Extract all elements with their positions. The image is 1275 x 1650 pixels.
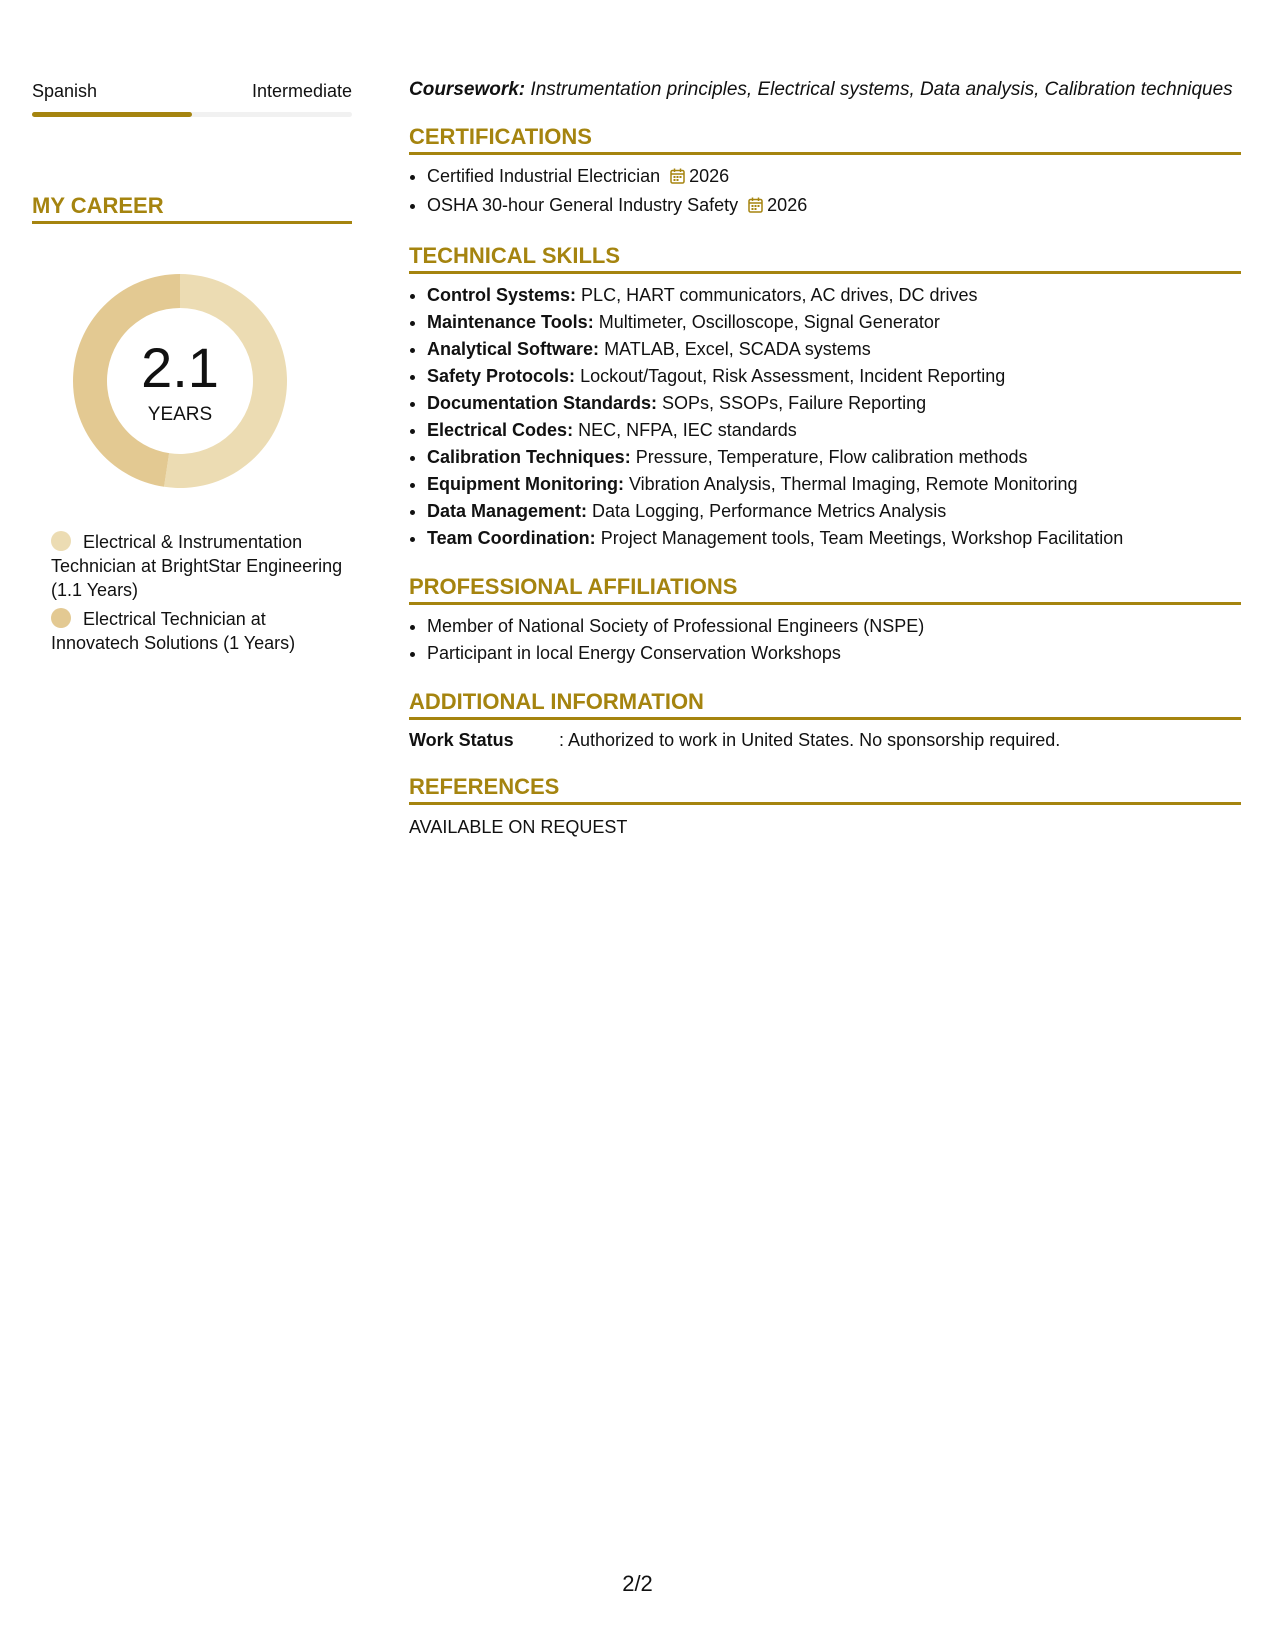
legend-label: Electrical Technician at Innovatech Solutions (1 Years) — [51, 609, 296, 653]
skill-item — [427, 498, 1241, 525]
skill-text: Project Management tools, Team Meetings, Workshop Facilitation — [600, 528, 1124, 548]
skill-item — [427, 444, 1241, 471]
career-heading: MY CAREER — [32, 193, 352, 224]
skill-text: NEC, NFPA, IEC standards — [578, 420, 797, 440]
skill-text: Multimeter, Oscilloscope, Signal Generator — [598, 312, 940, 332]
technical-skills-heading: TECHNICAL SKILLS — [409, 243, 1241, 274]
legend-dot — [51, 531, 71, 551]
coursework-label: Coursework: — [409, 79, 526, 100]
skill-label: Data Management: — [427, 501, 588, 521]
skill-text: SOPs, SSOPs, Failure Reporting — [662, 393, 927, 413]
work-status-row — [409, 728, 1241, 752]
skill-label: Electrical Codes: — [427, 420, 574, 440]
right-column — [409, 78, 1241, 839]
additional-info-section — [409, 689, 1241, 752]
skill-label: Analytical Software: — [427, 339, 600, 359]
skill-label: Safety Protocols: — [427, 366, 576, 386]
language-item — [32, 80, 352, 117]
career-legend — [32, 530, 352, 655]
skill-text: Data Logging, Performance Metrics Analysis — [592, 501, 947, 521]
legend-item — [51, 530, 352, 602]
certification-name: OSHA 30-hour General Industry Safety — [427, 195, 739, 215]
skill-item — [427, 282, 1241, 309]
technical-skills-section — [409, 243, 1241, 552]
skill-label: Control Systems: — [427, 285, 577, 305]
skill-label: Calibration Techniques: — [427, 447, 631, 467]
certifications-heading: CERTIFICATIONS — [409, 124, 1241, 155]
skill-text: PLC, HART communicators, AC drives, DC drives — [581, 285, 978, 305]
language-level: Intermediate — [251, 81, 352, 101]
affiliations-section — [409, 574, 1241, 667]
certification-item — [427, 163, 1241, 192]
legend-dot — [51, 608, 71, 628]
skill-label: Maintenance Tools: — [427, 312, 594, 332]
career-donut-chart — [67, 268, 293, 494]
language-proficiency-track — [32, 112, 352, 117]
skill-item — [427, 336, 1241, 363]
career-total-years: 2.1 — [141, 336, 219, 399]
affiliations-heading: PROFESSIONAL AFFILIATIONS — [409, 574, 1241, 605]
skill-item — [427, 525, 1241, 552]
certification-year: 2026 — [767, 195, 808, 215]
legend-label: Electrical & Instrumentation Technician at BrightStar Engineering (1.1 Years) — [51, 532, 343, 600]
certification-name: Certified Industrial Electrician — [427, 166, 661, 186]
references-heading: REFERENCES — [409, 774, 1241, 805]
coursework — [409, 78, 1241, 102]
affiliation-item: • Participant in local Energy Conservation Workshops — [427, 640, 1241, 667]
calendar-icon — [670, 165, 685, 192]
references-text: AVAILABLE ON REQUEST — [409, 817, 628, 837]
certifications-section — [409, 124, 1241, 221]
certification-item — [427, 192, 1241, 221]
coursework-text: Instrumentation principles, Electrical systems, Data analysis, Calibration techniques — [530, 79, 1233, 100]
language-name: Spanish — [32, 81, 98, 101]
additional-info-heading: ADDITIONAL INFORMATION — [409, 689, 1241, 720]
left-column — [32, 80, 352, 660]
affiliation-item: • Member of National Society of Professional Engineers (NSPE) — [427, 613, 1241, 640]
skill-item — [427, 309, 1241, 336]
skill-item — [427, 471, 1241, 498]
legend-item — [51, 607, 352, 655]
skill-item — [427, 417, 1241, 444]
page-number: 2/2 — [622, 1571, 653, 1596]
skill-label: Documentation Standards: — [427, 393, 658, 413]
work-status-value: : Authorized to work in United States. No sponsorship required. — [559, 730, 1061, 750]
skill-text: Lockout/Tagout, Risk Assessment, Incident Reporting — [580, 366, 1006, 386]
affiliations-list — [409, 613, 1241, 667]
work-status-label: Work Status — [409, 730, 514, 750]
technical-skills-list — [409, 282, 1241, 552]
language-proficiency-fill — [32, 112, 192, 117]
skill-item — [427, 363, 1241, 390]
certifications-list — [409, 163, 1241, 221]
skill-text: Pressure, Temperature, Flow calibration methods — [635, 447, 1028, 467]
skill-label: Team Coordination: — [427, 528, 596, 548]
skill-text: Vibration Analysis, Thermal Imaging, Remote Monitoring — [628, 474, 1078, 494]
skill-label: Equipment Monitoring: — [427, 474, 624, 494]
skill-text: MATLAB, Excel, SCADA systems — [604, 339, 871, 359]
career-total-unit: YEARS — [147, 404, 213, 425]
references-section — [409, 774, 1241, 839]
calendar-icon — [748, 194, 763, 221]
certification-year: 2026 — [689, 166, 730, 186]
skill-item — [427, 390, 1241, 417]
